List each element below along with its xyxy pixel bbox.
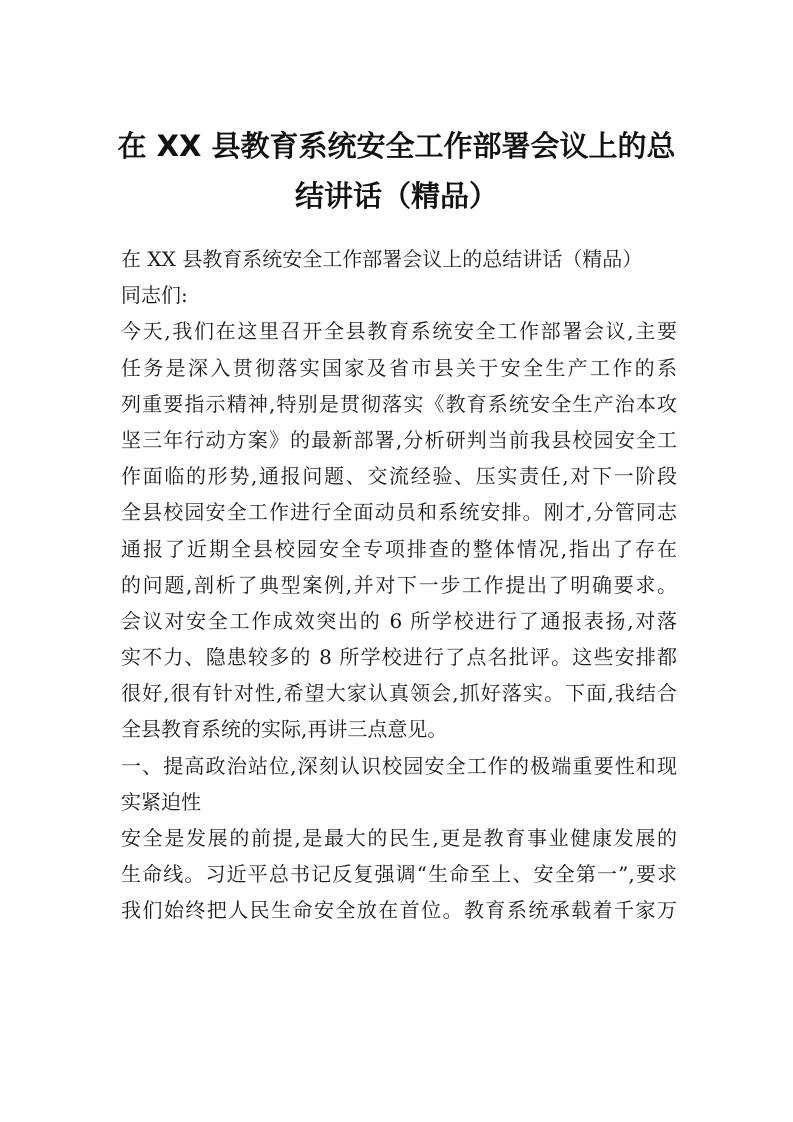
- body-line: 会议对安全工作成效突出的 6 所学校进行了通报表扬,对落: [121, 608, 677, 633]
- body-line: 的问题,剖析了典型案例,并对下一步工作提出了明确要求。: [121, 572, 677, 597]
- document-title-line-2: 结讲话（精品）: [294, 179, 498, 213]
- body-line: 全县校园安全工作进行全面动员和系统安排。刚才,分管同志: [121, 500, 677, 525]
- section-heading-1-line-2: 实紧迫性: [121, 789, 201, 814]
- section-heading-1-line-1: 一、提高政治站位,深刻认识校园安全工作的极端重要性和现: [121, 753, 677, 778]
- body-line-salutation: 同志们:: [121, 283, 188, 308]
- body-line: 今天,我们在这里召开全县教育系统安全工作部署会议,主要: [121, 319, 677, 344]
- body-line: 安全是发展的前提,是最大的民生,更是教育事业健康发展的: [121, 826, 677, 850]
- body-line: 很好,很有针对性,希望大家认真领会,抓好落实。下面,我结合: [121, 681, 677, 706]
- body-line-subtitle: 在 XX 县教育系统安全工作部署会议上的总结讲话（精品）: [121, 247, 643, 271]
- body-line: 生命线。习近平总书记反复强调“生命至上、安全第一”,要求: [121, 862, 677, 887]
- body-line: 列重要指示精神,特别是贯彻落实《教育系统安全生产治本攻: [121, 391, 677, 416]
- body-line: 我们始终把人民生命安全放在首位。教育系统承载着千家万: [121, 898, 677, 923]
- document-body: [121, 241, 677, 929]
- body-line: 实不力、隐患较多的 8 所学校进行了点名批评。这些安排都: [121, 645, 677, 670]
- body-line: 任务是深入贯彻落实国家及省市县关于安全生产工作的系: [121, 355, 677, 380]
- body-line: 全县教育系统的实际,再讲三点意见。: [121, 717, 448, 742]
- body-line: 通报了近期全县校园安全专项排查的整体情况,指出了存在: [121, 536, 677, 561]
- document-title-line-1: 在 XX 县教育系统安全工作部署会议上的总: [117, 129, 676, 163]
- body-line: 坚三年行动方案》的最新部署,分析研判当前我县校园安全工: [121, 427, 677, 452]
- body-line: 作面临的形势,通报问题、交流经验、压实责任,对下一阶段: [121, 464, 677, 489]
